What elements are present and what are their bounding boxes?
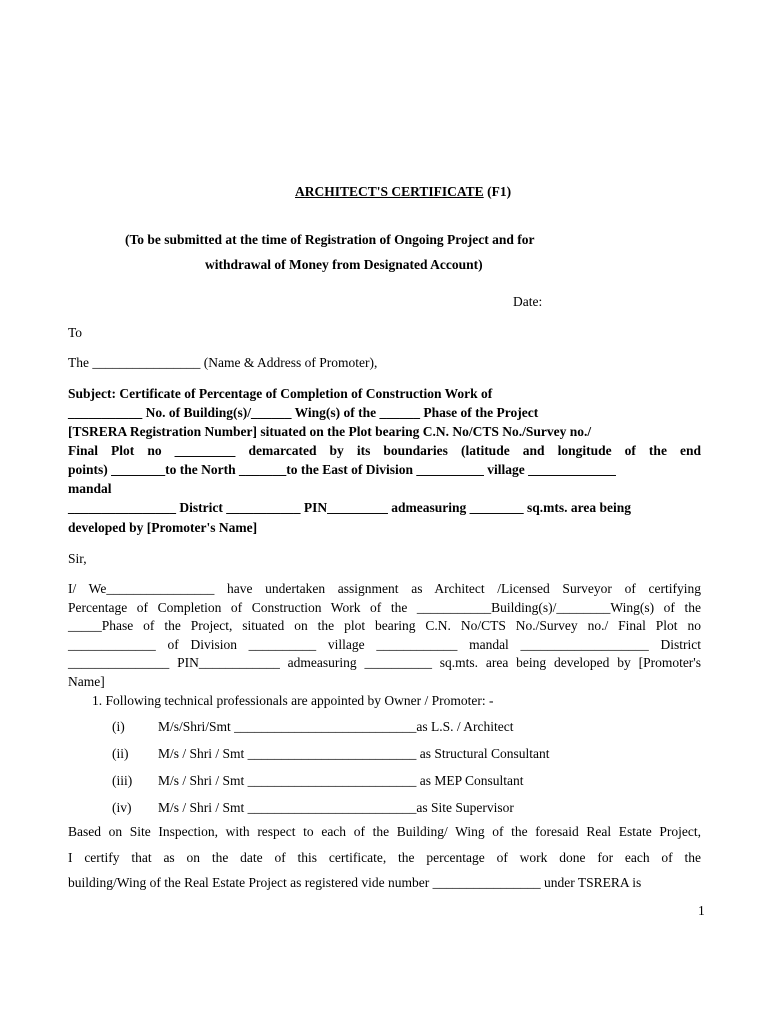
subject-line-7: ________________ District ___________ PIN_________ admeasuring ________ sq.mts. area being <box>68 500 631 515</box>
professional-num-1: (i) <box>112 719 125 734</box>
professional-row-4 <box>158 800 514 816</box>
certificate-title <box>295 184 511 200</box>
subtitle-line-2: withdrawal of Money from Designated Account) <box>205 257 483 272</box>
professional-name-blank: _________________________ <box>247 773 417 788</box>
professional-name-blank: _________________________ <box>247 800 417 815</box>
list-item-1: 1. Following technical professionals are appointed by Owner / Promoter: - <box>92 693 494 708</box>
professional-row-3 <box>158 773 524 789</box>
body-line-1: I/ We________________ have undertaken assignment as Architect /Licensed Surveyor of certifying <box>68 581 701 596</box>
salutation: Sir, <box>68 551 87 566</box>
professional-prefix: M/s / Shri / Smt <box>158 746 245 761</box>
to-label: To <box>68 325 83 340</box>
subject-line-2: ___________ No. of Building(s)/______ Wing(s) of the ______ Phase of the Project <box>68 405 539 420</box>
closing-line-2: I certify that as on the date of this certificate, the percentage of work done for each of the <box>68 850 701 865</box>
date-label: Date: <box>513 294 543 309</box>
subject-line-6: mandal <box>68 481 112 496</box>
body-line-4: _____________ of Division __________ village ____________ mandal ___________________ District <box>68 637 701 652</box>
professional-prefix: M/s / Shri / Smt <box>158 773 245 788</box>
professional-prefix: M/s / Shri / Smt <box>158 800 245 815</box>
body-line-6: Name] <box>68 674 105 689</box>
professional-role: as Structural Consultant <box>416 746 550 761</box>
professional-name-blank: _________________________ <box>247 746 417 761</box>
professional-role: as Site Supervisor <box>416 800 514 815</box>
professional-num-4: (iv) <box>112 800 132 815</box>
professional-role: as MEP Consultant <box>416 773 524 788</box>
addressee-line: The ________________ (Name & Address of Promoter), <box>68 355 378 370</box>
professional-num-2: (ii) <box>112 746 129 761</box>
subtitle-line-1: (To be submitted at the time of Registration of Ongoing Project and for <box>125 232 535 247</box>
professional-role: as L.S. / Architect <box>416 719 514 734</box>
subject-line-4: Final Plot no _________ demarcated by its boundaries (latitude and longitude of the end <box>68 443 701 458</box>
professional-prefix: M/s/Shri/Smt <box>158 719 231 734</box>
subject-line-1: Subject: Certificate of Percentage of Completion of Construction Work of <box>68 386 493 401</box>
professional-name-blank: ___________________________ <box>234 719 417 734</box>
certificate-form-code: (F1) <box>487 184 512 199</box>
subject-line-5: points) ________to the North _______to the East of Division __________ village _____________ <box>68 462 616 477</box>
certificate-title-main: ARCHITECT'S CERTIFICATE <box>295 184 484 199</box>
body-line-5: _______________ PIN____________ admeasuring __________ sq.mts. area being developed by [Promoter's <box>68 655 701 670</box>
body-line-2: Percentage of Completion of Construction Work of the ___________Building(s)/________Wing(s) of the <box>68 600 701 615</box>
professional-num-3: (iii) <box>112 773 133 788</box>
closing-line-1: Based on Site Inspection, with respect to each of the Building/ Wing of the foresaid Real Estate Project, <box>68 824 701 839</box>
page-number: 1 <box>698 903 705 918</box>
professional-row-1 <box>158 719 514 735</box>
body-line-3: _____Phase of the Project, situated on the plot bearing C.N. No/CTS No./Survey no./ Final Plot no <box>68 618 701 633</box>
subject-line-8: developed by [Promoter's Name] <box>68 520 258 535</box>
professional-row-2 <box>158 746 550 762</box>
closing-line-3: building/Wing of the Real Estate Project as registered vide number ________________ under TSRERA is <box>68 875 642 890</box>
subject-line-3: [TSRERA Registration Number] situated on the Plot bearing C.N. No/CTS No./Survey no./ <box>68 424 592 439</box>
